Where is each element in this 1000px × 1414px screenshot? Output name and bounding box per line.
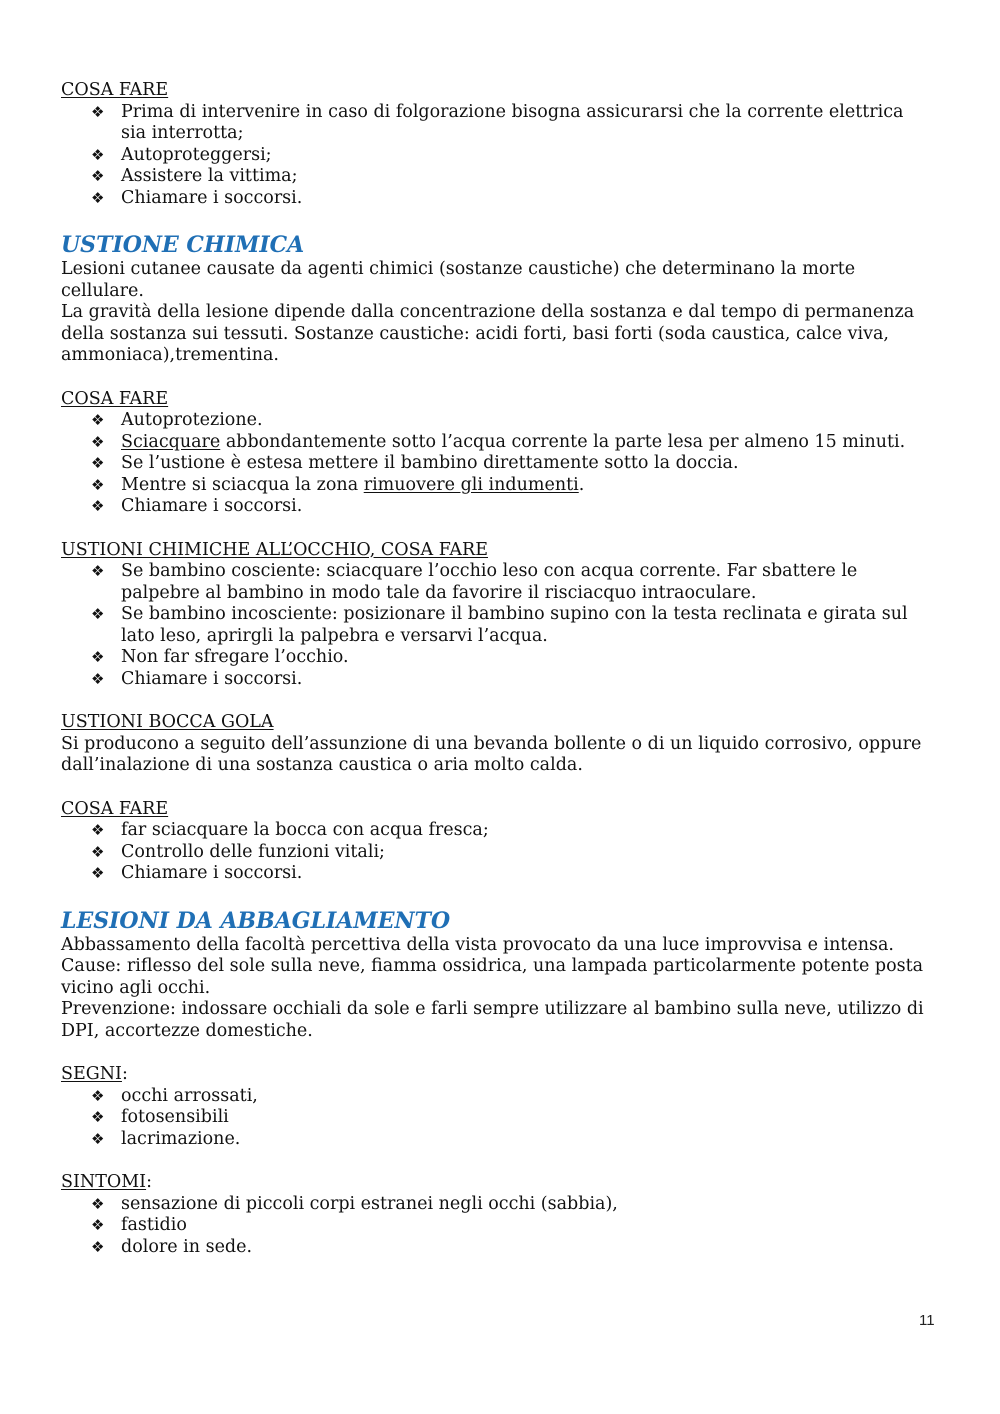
diamond-bullet-icon: ❖ (91, 1194, 105, 1213)
list-item: ❖ Autoproteggersi; (91, 144, 272, 165)
paragraph: La gravità della lesione dipende dalla concentrazione della sostanza e dal tempo di permanenza della sostanza sui tessuti. Sostanze caustiche: acidi forti, basi forti (soda caustica, calce viva, ammoniaca),trementina. (61, 302, 915, 365)
list-item: ❖ Se bambino cosciente: sciacquare l’occhio leso con acqua corrente. Far sbattere le palpebre al bambino in modo tale da favorire il risciacquo intraoculare. (91, 561, 858, 603)
list-item: ❖ fastidio (91, 1215, 187, 1235)
diamond-bullet-icon: ❖ (91, 145, 105, 164)
list-item: ❖ occhi arrossati, (91, 1085, 258, 1106)
list-item: ❖ Assistere la vittima; (91, 166, 298, 186)
section-title-ustione-chimica: USTIONE CHIMICA (61, 232, 305, 258)
section-heading-sintomi: SINTOMI (61, 1172, 147, 1192)
section-title-abbagliamento: LESIONI DA ABBAGLIAMENTO (61, 907, 451, 934)
section-heading-bocca-gola: USTIONI BOCCA GOLA (61, 712, 274, 732)
list-item: ❖ lacrimazione. (91, 1128, 241, 1149)
diamond-bullet-icon: ❖ (91, 648, 105, 666)
paragraph: Abbassamento della facoltà percettiva della vista provocato da una luce improvvisa e intensa. (61, 934, 894, 955)
diamond-bullet-icon: ❖ (91, 497, 105, 515)
diamond-bullet-icon: ❖ (91, 605, 105, 623)
list-item: ❖ Prima di intervenire in caso di folgorazione bisogna assicurarsi che la corrente elettrica sia interrotta; (91, 101, 904, 143)
bullet-list-bocca (61, 820, 931, 885)
sintomi-heading-line: SINTOMI: (61, 1172, 152, 1192)
diamond-bullet-icon: ❖ (91, 1129, 105, 1148)
diamond-bullet-icon: ❖ (91, 102, 105, 121)
document-page (61, 80, 931, 1258)
diamond-bullet-icon: ❖ (91, 188, 105, 207)
paragraph: Si producono a seguito dell’assunzione di una bevanda bollente o di un liquido corrosivo, oppure dall’inalazione di una sostanza caustica o aria molto calda. (61, 733, 922, 775)
segni-heading-line: SEGNI: (61, 1064, 128, 1084)
paragraph: Prevenzione: indossare occhiali da sole e farli sempre utilizzare al bambino sulla neve, utilizzo di DPI, accortezze domestiche. (61, 999, 924, 1041)
diamond-bullet-icon: ❖ (91, 842, 105, 861)
section-heading-cosa-fare: COSA FARE (61, 388, 169, 409)
diamond-bullet-icon: ❖ (91, 475, 105, 494)
list-item: ❖ fotosensibili (91, 1107, 229, 1127)
diamond-bullet-icon: ❖ (91, 1237, 105, 1256)
diamond-bullet-icon: ❖ (91, 562, 105, 580)
underlined-text: Sciacquare (121, 431, 221, 452)
paragraph: Lesioni cutanee causate da agenti chimici (sostanze caustiche) che determinano la morte cellulare. (61, 259, 856, 301)
list-item: ❖ Chiamare i soccorsi. (91, 668, 303, 689)
list-item: ❖ sensazione di piccoli corpi estranei negli occhi (sabbia), (91, 1193, 618, 1214)
list-item: ❖ Non far sfregare l’occhio. (91, 647, 349, 667)
list-item: ❖ Autoprotezione. (91, 410, 263, 430)
diamond-bullet-icon: ❖ (91, 864, 105, 882)
diamond-bullet-icon: ❖ (91, 411, 105, 429)
list-item: ❖ far sciacquare la bocca con acqua fresca; (91, 820, 489, 840)
diamond-bullet-icon: ❖ (91, 432, 105, 451)
diamond-bullet-icon: ❖ (91, 1086, 105, 1105)
list-item: ❖ Controllo delle funzioni vitali; (91, 841, 385, 862)
section-heading-cosa-fare: COSA FARE (61, 80, 169, 100)
list-item: ❖ Se l’ustione è estesa mettere il bambino direttamente sotto la doccia. (91, 453, 739, 473)
diamond-bullet-icon: ❖ (91, 167, 105, 185)
paragraph: Cause: riflesso del sole sulla neve, fiamma ossidrica, una lampada particolarmente potente posta vicino agli occhi. (61, 956, 924, 998)
bullet-list-occhio (61, 561, 931, 690)
bullet-list-segni (61, 1086, 931, 1151)
bullet-list-ustione (61, 410, 931, 518)
section-heading-segni: SEGNI (61, 1064, 122, 1084)
diamond-bullet-icon: ❖ (91, 821, 105, 839)
page-number: 11 (919, 1312, 935, 1329)
diamond-bullet-icon: ❖ (91, 454, 105, 472)
list-item: ❖ Chiamare i soccorsi. (91, 187, 303, 208)
bullet-list-sintomi (61, 1194, 931, 1259)
bullet-list-folgorazione (61, 102, 931, 210)
underlined-text: rimuovere gli indumenti (363, 474, 579, 495)
section-heading-cosa-fare: COSA FARE (61, 798, 169, 819)
list-item: ❖ dolore in sede. (91, 1236, 253, 1257)
section-heading-occhio: USTIONI CHIMICHE ALL’OCCHIO, COSA FARE (61, 539, 488, 560)
list-item: ❖ Sciacquare abbondantemente sotto l’acqua corrente la parte lesa per almeno 15 minuti. (91, 431, 906, 452)
list-item: ❖ Chiamare i soccorsi. (91, 496, 303, 516)
list-item: ❖ Se bambino incosciente: posizionare il bambino supino con la testa reclinata e girata sul lato leso, aprirgli la palpebra e versarvi l’acqua. (91, 604, 908, 646)
diamond-bullet-icon: ❖ (91, 669, 105, 688)
diamond-bullet-icon: ❖ (91, 1216, 105, 1234)
list-item: ❖ Mentre si sciacqua la zona rimuovere gli indumenti. (91, 474, 585, 495)
list-item: ❖ Chiamare i soccorsi. (91, 863, 303, 883)
diamond-bullet-icon: ❖ (91, 1108, 105, 1126)
